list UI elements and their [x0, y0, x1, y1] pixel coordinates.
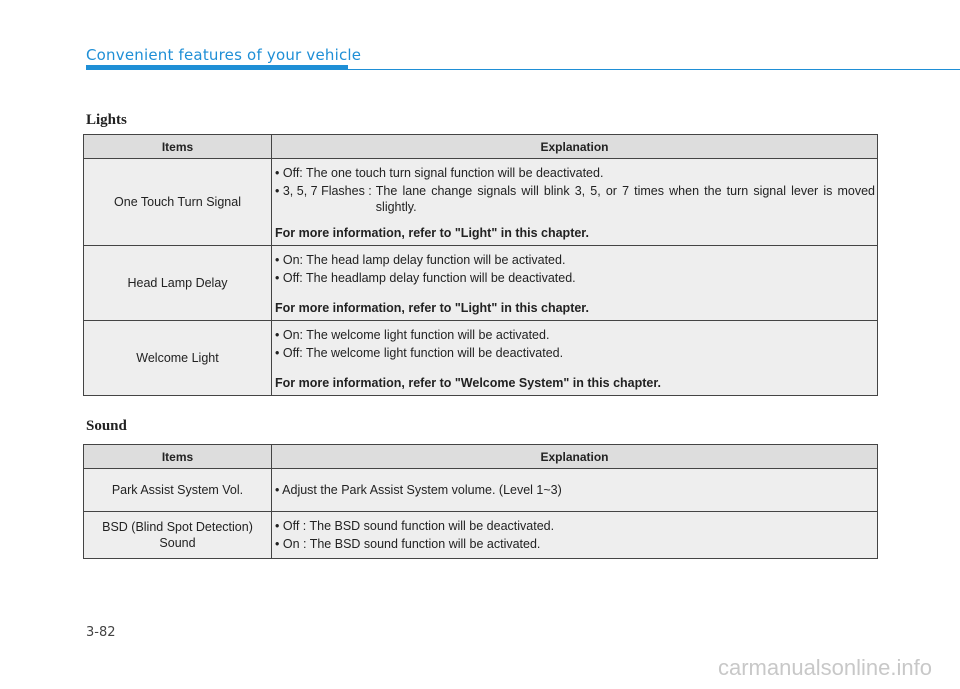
sound-table [83, 444, 878, 559]
watermark: carmanualsonline.info [717, 655, 932, 680]
item-label-line: Sound [159, 536, 196, 550]
lights-heading: Lights [86, 112, 127, 128]
table-header-row [84, 445, 878, 469]
item-label-line: BSD (Blind Spot Detection) [102, 520, 253, 534]
flash-text: The lane change signals will blink 3, 5, or 7 times when the turn signal lever is moved slightly. [375, 184, 875, 214]
row-item-welcome-light: Welcome Light [84, 321, 272, 396]
header-accent-bar [86, 65, 348, 70]
col-explanation-header: Explanation [272, 135, 878, 159]
row-item-one-touch-turn-signal: One Touch Turn Signal [84, 159, 272, 246]
row-explanation [272, 159, 878, 246]
explanation-line: • Off : The BSD sound function will be deactivated. [275, 519, 555, 533]
row-item-bsd-sound [84, 512, 272, 559]
header-rule [348, 69, 960, 70]
explanation-line: • Adjust the Park Assist System volume. (Level 1~3) [275, 483, 562, 497]
flash-label: • 3, 5, 7 Flashes : [275, 184, 372, 198]
more-info-note: For more information, refer to "Welcome System" in this chapter. [275, 376, 662, 390]
row-item-park-assist-volume: Park Assist System Vol. [84, 469, 272, 512]
table-row [84, 469, 878, 512]
page-section-title: Convenient features of your vehicle [86, 46, 362, 64]
row-explanation [272, 321, 878, 396]
col-explanation-header: Explanation [272, 445, 878, 469]
more-info-note: For more information, refer to "Light" in this chapter. [275, 301, 589, 315]
lights-table [83, 134, 878, 396]
explanation-flash-line [275, 183, 875, 215]
more-info-note: For more information, refer to "Light" in this chapter. [275, 226, 589, 240]
table-row [84, 321, 878, 396]
explanation-line: • Off: The one touch turn signal function will be deactivated. [275, 166, 604, 180]
explanation-line: • On: The head lamp delay function will be activated. [275, 253, 566, 267]
row-item-head-lamp-delay: Head Lamp Delay [84, 246, 272, 321]
explanation-line: • Off: The welcome light function will be deactivated. [275, 346, 564, 360]
row-explanation [272, 246, 878, 321]
row-explanation [272, 469, 878, 512]
table-row [84, 246, 878, 321]
sound-heading: Sound [86, 418, 127, 434]
explanation-line: • On: The welcome light function will be activated. [275, 328, 550, 342]
table-row [84, 159, 878, 246]
explanation-line: • On : The BSD sound function will be activated. [275, 537, 541, 551]
page-number: 3-82 [86, 625, 116, 640]
table-row [84, 512, 878, 559]
row-explanation [272, 512, 878, 559]
explanation-line: • Off: The headlamp delay function will be deactivated. [275, 271, 576, 285]
table-header-row [84, 135, 878, 159]
col-items-header: Items [84, 135, 272, 159]
col-items-header: Items [84, 445, 272, 469]
